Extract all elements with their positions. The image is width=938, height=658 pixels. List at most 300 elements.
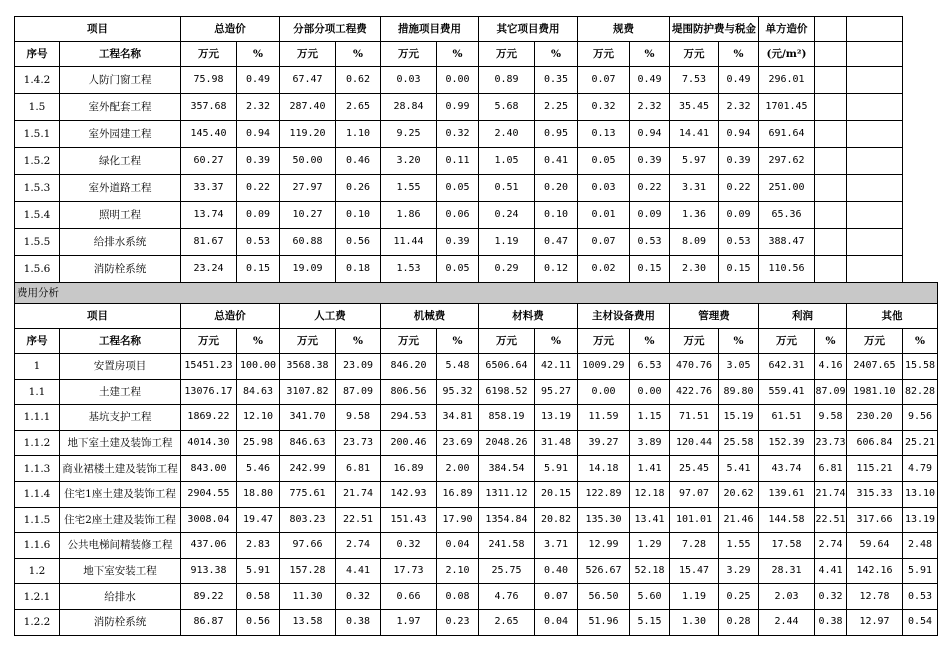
t1-column-header: % bbox=[630, 42, 670, 67]
row-value: 0.38 bbox=[815, 609, 847, 635]
row-code: 1.1.6 bbox=[15, 533, 60, 559]
row-value: 23.09 bbox=[336, 354, 381, 380]
row-value: 12.10 bbox=[237, 405, 280, 431]
t1-column-header bbox=[815, 42, 847, 67]
t1-group-header: 其它项目费用 bbox=[479, 17, 578, 42]
row-code: 1.1.1 bbox=[15, 405, 60, 431]
row-value: 0.10 bbox=[336, 202, 381, 229]
row-value: 2904.55 bbox=[181, 481, 237, 507]
row-value: 11.59 bbox=[578, 405, 630, 431]
t2-column-header: 万元 bbox=[280, 329, 336, 354]
row-value: 52.18 bbox=[630, 558, 670, 584]
row-value: 9.25 bbox=[381, 121, 437, 148]
row-value: 0.09 bbox=[719, 202, 759, 229]
row-value: 115.21 bbox=[847, 456, 903, 482]
row-value: 691.64 bbox=[759, 121, 815, 148]
row-value: 11.30 bbox=[280, 584, 336, 610]
row-value: 0.49 bbox=[630, 67, 670, 94]
t2-header-row-1 bbox=[15, 304, 938, 329]
row-value: 75.98 bbox=[181, 67, 237, 94]
row-value: 0.35 bbox=[535, 67, 578, 94]
row-value: 0.20 bbox=[535, 175, 578, 202]
row-value: 0.15 bbox=[237, 256, 280, 283]
row-value: 2.65 bbox=[336, 94, 381, 121]
row-value: 0.46 bbox=[336, 148, 381, 175]
row-value: 20.62 bbox=[719, 481, 759, 507]
row-value: 25.58 bbox=[719, 430, 759, 456]
row-value: 0.10 bbox=[535, 202, 578, 229]
row-value: 21.74 bbox=[336, 481, 381, 507]
row-value: 2048.26 bbox=[479, 430, 535, 456]
row-value: 0.47 bbox=[535, 229, 578, 256]
row-value: 297.62 bbox=[759, 148, 815, 175]
t1-group-header: 单方造价 bbox=[759, 17, 815, 42]
row-value: 806.56 bbox=[381, 379, 437, 405]
row-name: 消防栓系统 bbox=[60, 256, 181, 283]
row-value bbox=[847, 67, 903, 94]
row-value: 858.19 bbox=[479, 405, 535, 431]
row-value: 119.20 bbox=[280, 121, 336, 148]
row-value: 2.83 bbox=[237, 533, 280, 559]
row-value: 2.40 bbox=[479, 121, 535, 148]
row-code: 1.5.1 bbox=[15, 121, 60, 148]
row-value: 1.86 bbox=[381, 202, 437, 229]
row-value bbox=[847, 121, 903, 148]
t2-table-row bbox=[15, 456, 938, 482]
row-value: 2.65 bbox=[479, 609, 535, 635]
row-value: 0.94 bbox=[630, 121, 670, 148]
row-value: 388.47 bbox=[759, 229, 815, 256]
row-value: 470.76 bbox=[670, 354, 719, 380]
t2-group-header: 管理费 bbox=[670, 304, 759, 329]
row-value: 2.10 bbox=[437, 558, 479, 584]
row-value: 3.29 bbox=[719, 558, 759, 584]
row-value: 71.51 bbox=[670, 405, 719, 431]
row-value: 120.44 bbox=[670, 430, 719, 456]
row-value: 2407.65 bbox=[847, 354, 903, 380]
row-value: 2.03 bbox=[759, 584, 815, 610]
row-value: 87.09 bbox=[336, 379, 381, 405]
row-value: 0.04 bbox=[535, 609, 578, 635]
row-value: 151.43 bbox=[381, 507, 437, 533]
row-value: 3.05 bbox=[719, 354, 759, 380]
row-value: 7.53 bbox=[670, 67, 719, 94]
row-code: 1.2.1 bbox=[15, 584, 60, 610]
row-value: 22.51 bbox=[336, 507, 381, 533]
row-name: 绿化工程 bbox=[60, 148, 181, 175]
row-name: 室外道路工程 bbox=[60, 175, 181, 202]
row-code: 1.5.5 bbox=[15, 229, 60, 256]
t1-column-header: 序号 bbox=[15, 42, 60, 67]
t2-table-row bbox=[15, 430, 938, 456]
row-value bbox=[815, 67, 847, 94]
t1-column-header: % bbox=[719, 42, 759, 67]
row-value: 1.10 bbox=[336, 121, 381, 148]
row-name: 住宅1座土建及装饰工程 bbox=[60, 481, 181, 507]
row-value: 6.53 bbox=[630, 354, 670, 380]
row-value: 0.95 bbox=[535, 121, 578, 148]
row-name: 室外园建工程 bbox=[60, 121, 181, 148]
t1-group-header: 项目 bbox=[15, 17, 181, 42]
row-value: 0.39 bbox=[237, 148, 280, 175]
row-value bbox=[815, 175, 847, 202]
row-value: 6.81 bbox=[336, 456, 381, 482]
row-value: 0.54 bbox=[903, 609, 938, 635]
row-value: 0.89 bbox=[479, 67, 535, 94]
t1-column-header: 万元 bbox=[479, 42, 535, 67]
row-value: 95.27 bbox=[535, 379, 578, 405]
row-value: 0.22 bbox=[630, 175, 670, 202]
row-value: 145.40 bbox=[181, 121, 237, 148]
row-value: 0.07 bbox=[578, 229, 630, 256]
row-value: 0.11 bbox=[437, 148, 479, 175]
row-code: 1.4.2 bbox=[15, 67, 60, 94]
row-value: 0.00 bbox=[578, 379, 630, 405]
row-value: 21.74 bbox=[815, 481, 847, 507]
row-value bbox=[847, 256, 903, 283]
row-value: 19.47 bbox=[237, 507, 280, 533]
row-code: 1.1 bbox=[15, 379, 60, 405]
row-value: 0.05 bbox=[437, 256, 479, 283]
t2-table-row bbox=[15, 354, 938, 380]
row-value bbox=[815, 148, 847, 175]
row-code: 1.1.3 bbox=[15, 456, 60, 482]
row-value bbox=[815, 229, 847, 256]
t1-column-header: % bbox=[437, 42, 479, 67]
row-name: 给排水系统 bbox=[60, 229, 181, 256]
row-value: 5.91 bbox=[903, 558, 938, 584]
row-value: 19.09 bbox=[280, 256, 336, 283]
row-value: 0.00 bbox=[437, 67, 479, 94]
row-value: 0.32 bbox=[336, 584, 381, 610]
row-value: 122.89 bbox=[578, 481, 630, 507]
row-value: 0.41 bbox=[535, 148, 578, 175]
row-value: 0.39 bbox=[437, 229, 479, 256]
row-value: 1981.10 bbox=[847, 379, 903, 405]
t2-header-row-2 bbox=[15, 329, 938, 354]
row-value: 4.76 bbox=[479, 584, 535, 610]
row-value: 56.50 bbox=[578, 584, 630, 610]
row-value: 0.38 bbox=[336, 609, 381, 635]
row-value: 2.44 bbox=[759, 609, 815, 635]
t1-column-header: (元/m²) bbox=[759, 42, 815, 67]
row-value: 84.63 bbox=[237, 379, 280, 405]
t1-column-header: 工程名称 bbox=[60, 42, 181, 67]
row-value: 67.47 bbox=[280, 67, 336, 94]
t2-table-row bbox=[15, 609, 938, 635]
row-value: 317.66 bbox=[847, 507, 903, 533]
row-value: 16.89 bbox=[381, 456, 437, 482]
t1-table-row bbox=[15, 121, 938, 148]
row-value: 61.51 bbox=[759, 405, 815, 431]
row-value: 42.11 bbox=[535, 354, 578, 380]
row-value: 15451.23 bbox=[181, 354, 237, 380]
t1-group-header: 规费 bbox=[578, 17, 670, 42]
row-value: 0.09 bbox=[630, 202, 670, 229]
row-code: 1.1.2 bbox=[15, 430, 60, 456]
row-value: 3107.82 bbox=[280, 379, 336, 405]
row-value: 144.58 bbox=[759, 507, 815, 533]
t2-group-header: 机械费 bbox=[381, 304, 479, 329]
row-name: 人防门窗工程 bbox=[60, 67, 181, 94]
row-value: 0.94 bbox=[719, 121, 759, 148]
row-value: 15.47 bbox=[670, 558, 719, 584]
row-value: 0.15 bbox=[630, 256, 670, 283]
row-value: 9.58 bbox=[815, 405, 847, 431]
row-value: 4.79 bbox=[903, 456, 938, 482]
row-value: 1311.12 bbox=[479, 481, 535, 507]
t2-table-row bbox=[15, 405, 938, 431]
row-value: 0.94 bbox=[237, 121, 280, 148]
row-value: 59.64 bbox=[847, 533, 903, 559]
row-value: 12.97 bbox=[847, 609, 903, 635]
row-value: 18.80 bbox=[237, 481, 280, 507]
row-value: 559.41 bbox=[759, 379, 815, 405]
row-value: 296.01 bbox=[759, 67, 815, 94]
row-value: 35.45 bbox=[670, 94, 719, 121]
row-value bbox=[847, 94, 903, 121]
row-value: 31.48 bbox=[535, 430, 578, 456]
t2-table-row bbox=[15, 533, 938, 559]
row-value: 0.23 bbox=[437, 609, 479, 635]
row-value: 241.58 bbox=[479, 533, 535, 559]
row-value: 0.04 bbox=[437, 533, 479, 559]
t2-column-header: % bbox=[437, 329, 479, 354]
row-value: 230.20 bbox=[847, 405, 903, 431]
row-value: 5.15 bbox=[630, 609, 670, 635]
row-value: 0.49 bbox=[237, 67, 280, 94]
row-name: 商业裙楼土建及装饰工程 bbox=[60, 456, 181, 482]
row-value: 1.53 bbox=[381, 256, 437, 283]
t2-group-header: 人工费 bbox=[280, 304, 381, 329]
row-value: 13.10 bbox=[903, 481, 938, 507]
row-value: 34.81 bbox=[437, 405, 479, 431]
row-value: 0.25 bbox=[719, 584, 759, 610]
row-value: 110.56 bbox=[759, 256, 815, 283]
row-value: 97.66 bbox=[280, 533, 336, 559]
row-code: 1.1.4 bbox=[15, 481, 60, 507]
t2-column-header: 万元 bbox=[759, 329, 815, 354]
row-value: 0.29 bbox=[479, 256, 535, 283]
row-value: 60.88 bbox=[280, 229, 336, 256]
row-value: 25.98 bbox=[237, 430, 280, 456]
row-name: 照明工程 bbox=[60, 202, 181, 229]
row-value: 0.32 bbox=[381, 533, 437, 559]
row-value: 5.60 bbox=[630, 584, 670, 610]
row-value: 0.00 bbox=[630, 379, 670, 405]
row-value: 3.31 bbox=[670, 175, 719, 202]
row-value: 13.74 bbox=[181, 202, 237, 229]
row-value: 3.20 bbox=[381, 148, 437, 175]
row-value: 12.78 bbox=[847, 584, 903, 610]
row-value: 5.68 bbox=[479, 94, 535, 121]
t1-column-header: 万元 bbox=[578, 42, 630, 67]
row-name: 地下室土建及装饰工程 bbox=[60, 430, 181, 456]
row-value: 0.53 bbox=[719, 229, 759, 256]
row-value: 0.18 bbox=[336, 256, 381, 283]
row-value: 294.53 bbox=[381, 405, 437, 431]
t2-column-header: 万元 bbox=[381, 329, 437, 354]
row-value: 23.24 bbox=[181, 256, 237, 283]
t2-group-header: 其他 bbox=[847, 304, 938, 329]
row-value: 0.62 bbox=[336, 67, 381, 94]
row-value: 5.48 bbox=[437, 354, 479, 380]
row-value: 1869.22 bbox=[181, 405, 237, 431]
t1-column-header: % bbox=[237, 42, 280, 67]
t2-column-header: 万元 bbox=[670, 329, 719, 354]
row-value: 89.80 bbox=[719, 379, 759, 405]
row-value: 21.46 bbox=[719, 507, 759, 533]
row-value: 10.27 bbox=[280, 202, 336, 229]
row-value: 0.06 bbox=[437, 202, 479, 229]
row-value: 23.73 bbox=[815, 430, 847, 456]
row-value: 142.16 bbox=[847, 558, 903, 584]
row-value: 0.53 bbox=[630, 229, 670, 256]
row-value: 1.19 bbox=[670, 584, 719, 610]
row-value: 0.53 bbox=[903, 584, 938, 610]
row-value: 1701.45 bbox=[759, 94, 815, 121]
section-band bbox=[15, 283, 938, 304]
row-value: 20.82 bbox=[535, 507, 578, 533]
t1-column-header bbox=[847, 42, 903, 67]
row-value: 9.58 bbox=[336, 405, 381, 431]
row-value: 2.32 bbox=[630, 94, 670, 121]
row-name: 土建工程 bbox=[60, 379, 181, 405]
t2-table-row bbox=[15, 379, 938, 405]
row-name: 消防栓系统 bbox=[60, 609, 181, 635]
row-value: 2.32 bbox=[237, 94, 280, 121]
row-value: 6506.64 bbox=[479, 354, 535, 380]
row-value: 0.15 bbox=[719, 256, 759, 283]
row-value: 6198.52 bbox=[479, 379, 535, 405]
cost-table bbox=[14, 16, 938, 636]
row-value: 2.25 bbox=[535, 94, 578, 121]
row-value: 0.07 bbox=[578, 67, 630, 94]
row-value: 2.32 bbox=[719, 94, 759, 121]
row-value: 5.41 bbox=[719, 456, 759, 482]
row-value: 13.19 bbox=[903, 507, 938, 533]
section-label: 费用分析 bbox=[15, 283, 938, 304]
row-value: 25.21 bbox=[903, 430, 938, 456]
row-value: 1.15 bbox=[630, 405, 670, 431]
row-name: 住宅2座土建及装饰工程 bbox=[60, 507, 181, 533]
row-value: 0.49 bbox=[719, 67, 759, 94]
row-value: 606.84 bbox=[847, 430, 903, 456]
row-value: 1.55 bbox=[719, 533, 759, 559]
t2-table-row bbox=[15, 558, 938, 584]
row-value: 2.30 bbox=[670, 256, 719, 283]
t1-table-row bbox=[15, 148, 938, 175]
row-value: 0.32 bbox=[437, 121, 479, 148]
row-code: 1.5 bbox=[15, 94, 60, 121]
row-value: 0.40 bbox=[535, 558, 578, 584]
row-value: 1.97 bbox=[381, 609, 437, 635]
row-value: 11.44 bbox=[381, 229, 437, 256]
row-value: 5.91 bbox=[237, 558, 280, 584]
t1-column-header: 万元 bbox=[280, 42, 336, 67]
row-value: 803.23 bbox=[280, 507, 336, 533]
row-value: 1.30 bbox=[670, 609, 719, 635]
row-value: 20.15 bbox=[535, 481, 578, 507]
row-value: 12.99 bbox=[578, 533, 630, 559]
row-value: 39.27 bbox=[578, 430, 630, 456]
t1-table-row bbox=[15, 67, 938, 94]
row-value: 1009.29 bbox=[578, 354, 630, 380]
row-value: 13.58 bbox=[280, 609, 336, 635]
row-code: 1.2 bbox=[15, 558, 60, 584]
row-value: 0.03 bbox=[381, 67, 437, 94]
t1-column-header: % bbox=[535, 42, 578, 67]
row-value: 0.58 bbox=[237, 584, 280, 610]
row-value: 23.73 bbox=[336, 430, 381, 456]
row-code: 1 bbox=[15, 354, 60, 380]
row-value: 4014.30 bbox=[181, 430, 237, 456]
row-value: 5.97 bbox=[670, 148, 719, 175]
row-value: 0.03 bbox=[578, 175, 630, 202]
row-value: 846.20 bbox=[381, 354, 437, 380]
row-value: 0.22 bbox=[719, 175, 759, 202]
row-value: 50.00 bbox=[280, 148, 336, 175]
row-value: 242.99 bbox=[280, 456, 336, 482]
t2-column-header: 工程名称 bbox=[60, 329, 181, 354]
t1-header-row-2 bbox=[15, 42, 938, 67]
t2-table-row bbox=[15, 584, 938, 610]
row-value: 0.07 bbox=[535, 584, 578, 610]
row-value: 846.63 bbox=[280, 430, 336, 456]
cost-sheet bbox=[14, 16, 936, 636]
row-value: 0.09 bbox=[237, 202, 280, 229]
t2-column-header: % bbox=[719, 329, 759, 354]
t1-table-row bbox=[15, 175, 938, 202]
row-value: 17.90 bbox=[437, 507, 479, 533]
t1-group-header: 措施项目费用 bbox=[381, 17, 479, 42]
t1-group-header: 总造价 bbox=[181, 17, 280, 42]
row-value: 0.51 bbox=[479, 175, 535, 202]
row-code: 1.5.3 bbox=[15, 175, 60, 202]
row-value bbox=[815, 121, 847, 148]
row-name: 室外配套工程 bbox=[60, 94, 181, 121]
row-name: 给排水 bbox=[60, 584, 181, 610]
row-value: 17.58 bbox=[759, 533, 815, 559]
row-value: 251.00 bbox=[759, 175, 815, 202]
row-value: 135.30 bbox=[578, 507, 630, 533]
row-value: 27.97 bbox=[280, 175, 336, 202]
row-value: 1.36 bbox=[670, 202, 719, 229]
row-value: 6.81 bbox=[815, 456, 847, 482]
row-value: 4.41 bbox=[336, 558, 381, 584]
row-value: 14.18 bbox=[578, 456, 630, 482]
row-value: 86.87 bbox=[181, 609, 237, 635]
row-value bbox=[847, 229, 903, 256]
row-value: 0.28 bbox=[719, 609, 759, 635]
row-value: 642.31 bbox=[759, 354, 815, 380]
t2-column-header: % bbox=[903, 329, 938, 354]
t1-column-header: % bbox=[336, 42, 381, 67]
row-value bbox=[847, 175, 903, 202]
t1-column-header: 万元 bbox=[181, 42, 237, 67]
t1-group-header: 堤围防护费与税金 bbox=[670, 17, 759, 42]
t1-column-header: 万元 bbox=[381, 42, 437, 67]
row-value: 13076.17 bbox=[181, 379, 237, 405]
row-name: 公共电梯间精装修工程 bbox=[60, 533, 181, 559]
row-value: 384.54 bbox=[479, 456, 535, 482]
row-value: 526.67 bbox=[578, 558, 630, 584]
row-value: 0.02 bbox=[578, 256, 630, 283]
t1-header-row-1 bbox=[15, 17, 938, 42]
row-value: 157.28 bbox=[280, 558, 336, 584]
row-value: 139.61 bbox=[759, 481, 815, 507]
row-value: 60.27 bbox=[181, 148, 237, 175]
